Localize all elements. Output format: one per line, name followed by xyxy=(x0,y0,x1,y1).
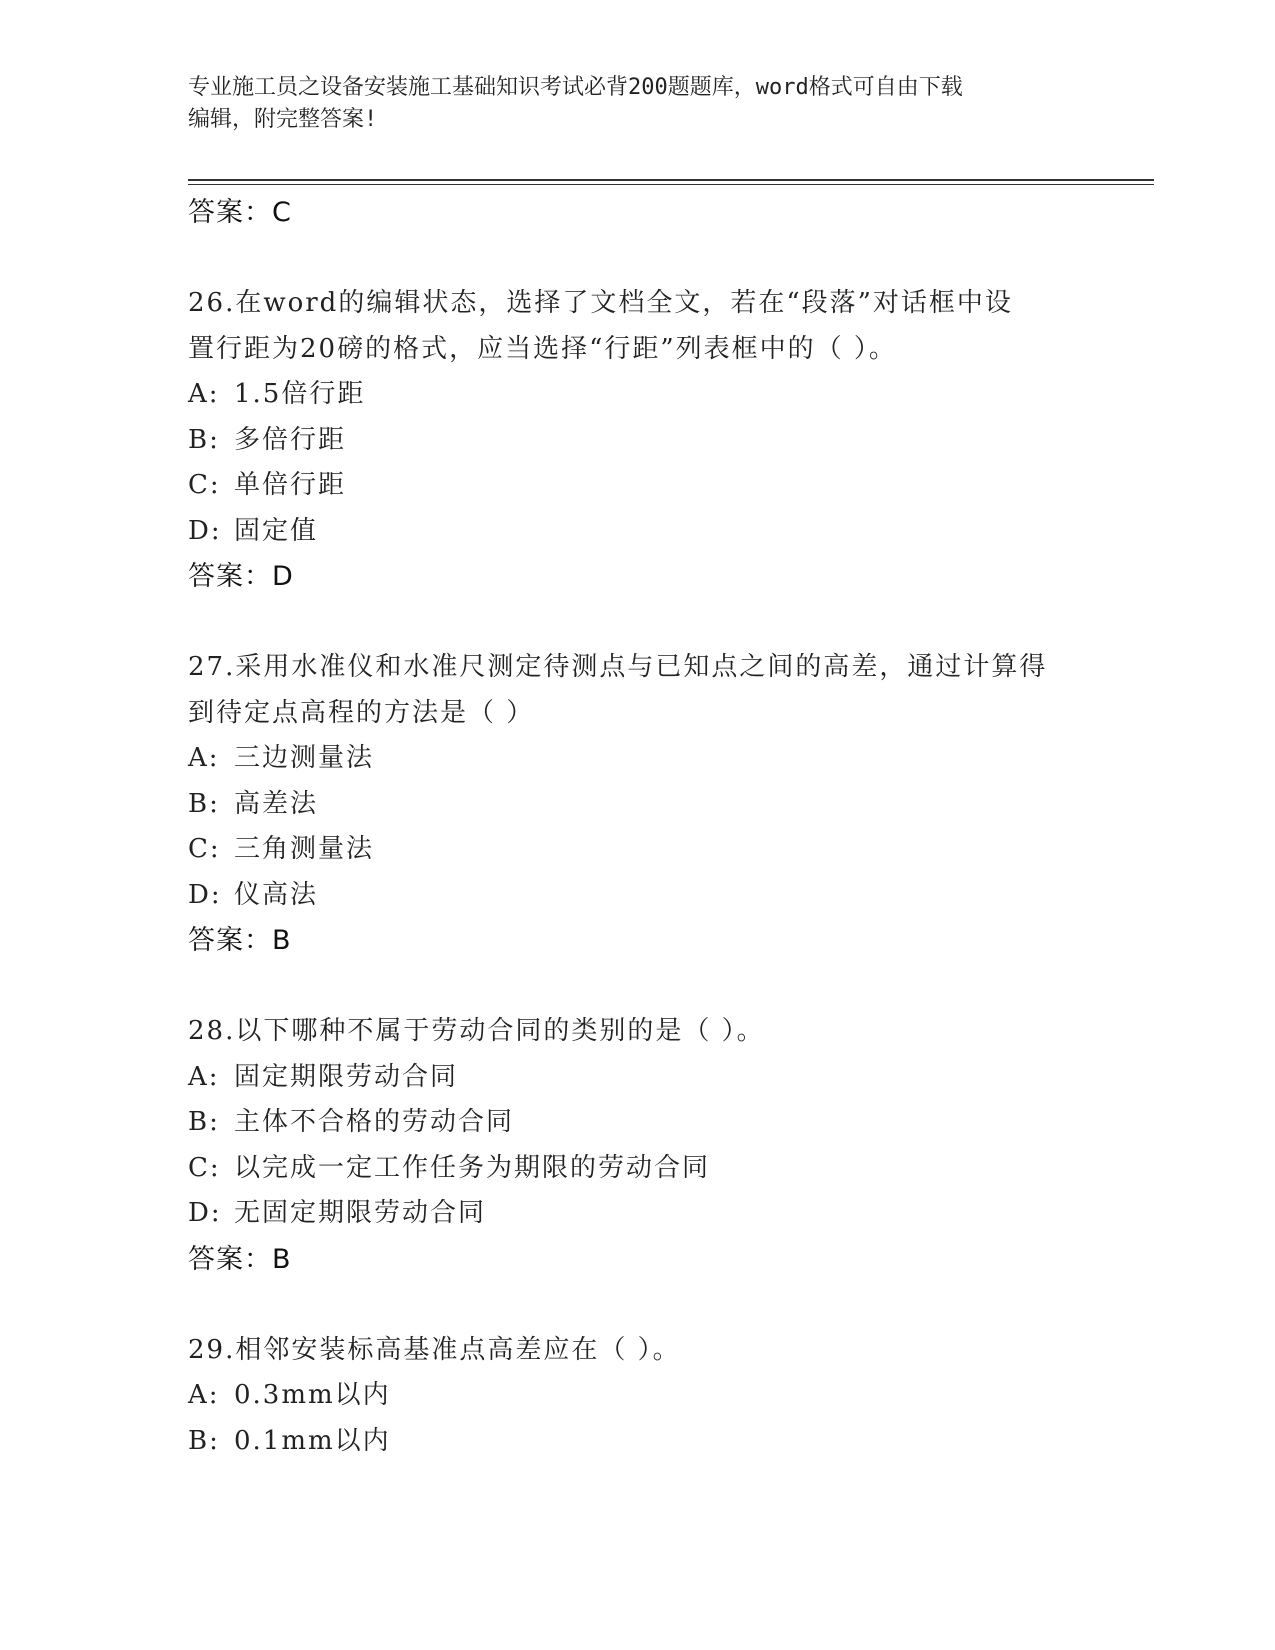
option-letter: A: xyxy=(188,1061,220,1092)
option-c xyxy=(188,827,1088,873)
option-c xyxy=(188,463,1088,509)
question-stem-line: 26.在word的编辑状态，选择了文档全文，若在“段落”对话框中设 xyxy=(188,288,1013,318)
option-text: 高差法 xyxy=(234,788,319,819)
option-text: 0.1mm以内 xyxy=(234,1425,391,1456)
option-text: 0.3mm以内 xyxy=(234,1380,391,1410)
option-letter: C: xyxy=(188,834,221,864)
question-stem-line: 到待定点高程的方法是（ ） xyxy=(188,697,535,728)
option-text: 无固定期限劳动合同 xyxy=(234,1198,487,1228)
option-b xyxy=(188,418,1088,464)
option-b xyxy=(188,1100,1088,1146)
option-letter: D: xyxy=(188,515,222,546)
spacer xyxy=(188,1282,1088,1328)
option-letter: A: xyxy=(188,743,220,773)
option-d xyxy=(188,509,1088,555)
question-list xyxy=(188,190,1088,1464)
option-letter: C: xyxy=(188,1152,221,1183)
option-text: 主体不合格的劳动合同 xyxy=(234,1107,515,1137)
answer: 答案：B xyxy=(188,1243,292,1275)
option-text: 三边测量法 xyxy=(234,743,375,773)
question-stem-line: 28.以下哪种不属于劳动合同的类别的是（ ）。 xyxy=(188,1016,765,1046)
option-text: 单倍行距 xyxy=(234,470,347,500)
header-line-2: 编辑，附完整答案! xyxy=(188,107,378,132)
question-stem-line: 29.相邻安装标高基准点高差应在（ ）。 xyxy=(188,1334,681,1365)
previous-answer: 答案：C xyxy=(188,197,292,228)
option-a xyxy=(188,372,1088,418)
option-text: 以完成一定工作任务为期限的劳动合同 xyxy=(234,1152,711,1183)
header-divider-thin xyxy=(188,184,1154,185)
option-letter: A: xyxy=(188,1380,220,1410)
option-letter: B: xyxy=(188,1425,220,1456)
option-c xyxy=(188,1146,1088,1192)
option-d xyxy=(188,1191,1088,1237)
option-text: 仪高法 xyxy=(234,879,319,910)
option-text: 固定期限劳动合同 xyxy=(234,1061,459,1092)
document-header xyxy=(188,72,1078,136)
spacer xyxy=(188,600,1088,646)
option-d xyxy=(188,873,1088,919)
spacer xyxy=(188,236,1088,282)
question-26 xyxy=(188,281,1088,600)
question-28 xyxy=(188,1009,1088,1282)
option-a xyxy=(188,1055,1088,1101)
header-line-1: 专业施工员之设备安装施工基础知识考试必背200题题库，word格式可自由下载 xyxy=(188,75,963,100)
option-letter: B: xyxy=(188,424,220,455)
option-letter: A: xyxy=(188,379,220,409)
option-a xyxy=(188,736,1088,782)
option-letter: D: xyxy=(188,879,222,910)
question-29 xyxy=(188,1328,1088,1465)
option-text: 固定值 xyxy=(234,515,319,546)
spacer xyxy=(188,964,1088,1010)
option-text: 多倍行距 xyxy=(234,424,347,455)
option-a xyxy=(188,1373,1088,1419)
option-b xyxy=(188,782,1088,828)
option-letter: B: xyxy=(188,1107,220,1137)
header-divider-thick xyxy=(188,179,1154,181)
question-stem-line: 27.采用水准仪和水准尺测定待测点与已知点之间的高差，通过计算得 xyxy=(188,652,1048,682)
question-27 xyxy=(188,645,1088,964)
option-letter: B: xyxy=(188,788,220,819)
option-letter: C: xyxy=(188,470,221,500)
answer: 答案：D xyxy=(188,561,294,592)
option-letter: D: xyxy=(188,1198,222,1228)
option-text: 1.5倍行距 xyxy=(234,379,366,409)
answer: 答案：B xyxy=(188,925,292,956)
question-stem-line: 置行距为20磅的格式，应当选择“行距”列表框中的（ ）。 xyxy=(188,333,897,364)
option-text: 三角测量法 xyxy=(234,834,375,864)
option-b xyxy=(188,1419,1088,1465)
